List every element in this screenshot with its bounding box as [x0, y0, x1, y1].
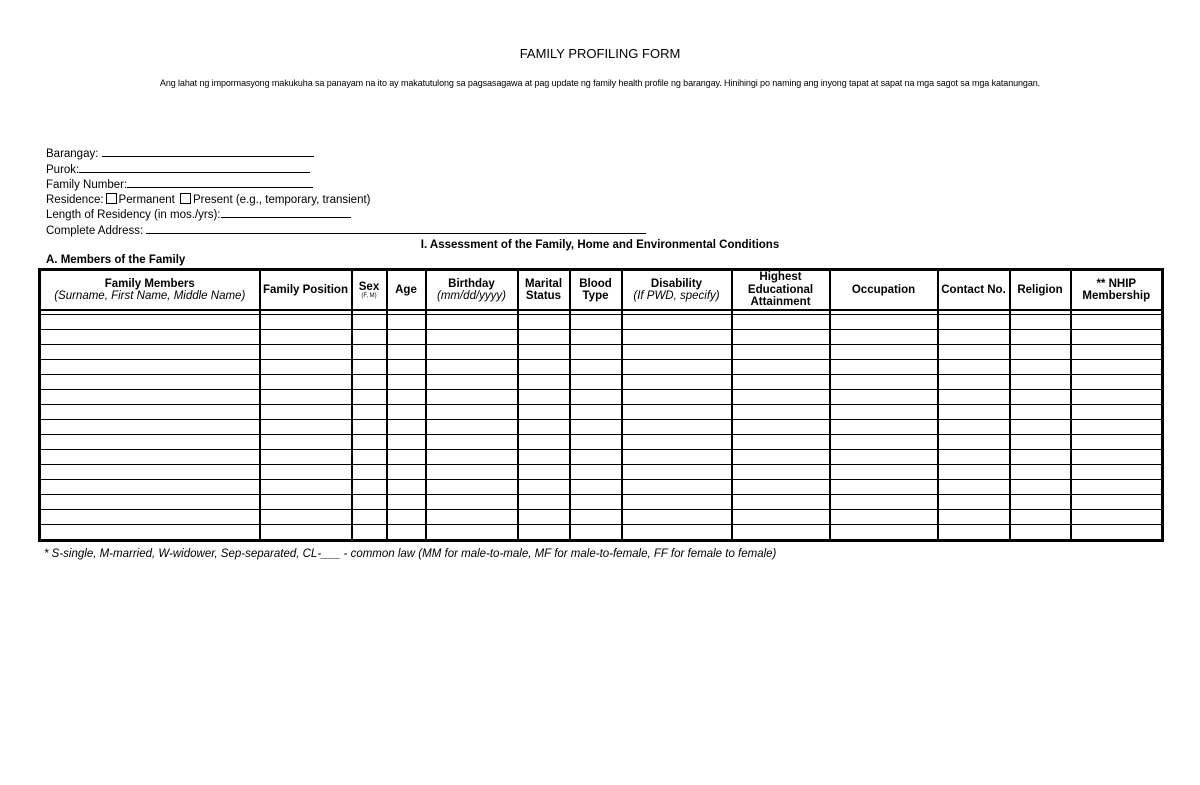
table-cell[interactable]	[938, 450, 1010, 465]
table-body	[40, 310, 1163, 541]
table-cell[interactable]	[260, 525, 352, 541]
table-cell[interactable]	[938, 390, 1010, 405]
table-cell[interactable]	[260, 510, 352, 525]
table-cell[interactable]	[938, 330, 1010, 345]
table-cell[interactable]	[732, 525, 830, 541]
table-cell[interactable]	[622, 435, 732, 450]
table-cell[interactable]	[1010, 465, 1071, 480]
table-cell[interactable]	[1010, 330, 1071, 345]
table-row	[40, 450, 1163, 465]
table-cell[interactable]	[1071, 420, 1163, 435]
length-of-residency-line[interactable]	[221, 207, 351, 218]
table-cell[interactable]	[40, 450, 260, 465]
table-cell[interactable]	[387, 525, 426, 541]
table-cell[interactable]	[260, 375, 352, 390]
table-cell[interactable]	[260, 345, 352, 360]
header-family-position: Family Position	[260, 270, 352, 311]
complete-address-line[interactable]	[146, 223, 646, 234]
table-cell[interactable]	[387, 450, 426, 465]
table-cell[interactable]	[387, 465, 426, 480]
table-cell[interactable]	[1071, 375, 1163, 390]
table-cell[interactable]	[518, 405, 570, 420]
complete-address-label: Complete Address:	[46, 224, 144, 237]
permanent-label: Permanent	[118, 193, 175, 206]
table-row	[40, 315, 1163, 330]
table-row	[40, 435, 1163, 450]
table-cell[interactable]	[830, 495, 938, 510]
table-cell[interactable]	[426, 495, 518, 510]
table-row	[40, 405, 1163, 420]
table-cell[interactable]	[1071, 495, 1163, 510]
table-cell[interactable]	[830, 510, 938, 525]
table-cell[interactable]	[352, 525, 387, 541]
header-birthday: Birthday (mm/dd/yyyy)	[426, 270, 518, 311]
table-cell[interactable]	[40, 525, 260, 541]
table-cell[interactable]	[570, 375, 622, 390]
header-family-members: Family Members (Surname, First Name, Middle Name)	[40, 270, 260, 311]
table-cell[interactable]	[387, 330, 426, 345]
table-cell[interactable]	[622, 315, 732, 330]
table-cell[interactable]	[352, 450, 387, 465]
table-cell[interactable]	[387, 495, 426, 510]
table-cell[interactable]	[260, 405, 352, 420]
table-cell[interactable]	[518, 435, 570, 450]
table-row	[40, 360, 1163, 375]
table-row	[40, 420, 1163, 435]
table-cell[interactable]	[622, 375, 732, 390]
table-cell[interactable]	[260, 435, 352, 450]
table-cell[interactable]	[352, 465, 387, 480]
table-cell[interactable]	[570, 315, 622, 330]
table-cell[interactable]	[732, 375, 830, 390]
table-cell[interactable]	[732, 510, 830, 525]
table-row	[40, 390, 1163, 405]
table-cell[interactable]	[426, 480, 518, 495]
table-cell[interactable]	[570, 360, 622, 375]
table-cell[interactable]	[570, 525, 622, 541]
table-cell[interactable]	[570, 465, 622, 480]
table-cell[interactable]	[352, 360, 387, 375]
table-cell[interactable]	[352, 375, 387, 390]
table-cell[interactable]	[40, 345, 260, 360]
table-cell[interactable]	[622, 420, 732, 435]
table-cell[interactable]	[732, 480, 830, 495]
table-cell[interactable]	[938, 510, 1010, 525]
table-cell[interactable]	[570, 390, 622, 405]
table-cell[interactable]	[622, 450, 732, 465]
table-cell[interactable]	[426, 465, 518, 480]
header-disability: Disability (If PWD, specify)	[622, 270, 732, 311]
table-cell[interactable]	[1010, 420, 1071, 435]
table-cell[interactable]	[1010, 345, 1071, 360]
table-cell[interactable]	[1010, 405, 1071, 420]
table-cell[interactable]	[732, 465, 830, 480]
table-cell[interactable]	[1071, 390, 1163, 405]
table-cell[interactable]	[732, 420, 830, 435]
present-checkbox[interactable]	[180, 193, 191, 204]
table-cell[interactable]	[352, 345, 387, 360]
form-title: FAMILY PROFILING FORM	[519, 46, 681, 61]
purok-label: Purok:	[46, 163, 80, 176]
table-cell[interactable]	[426, 390, 518, 405]
table-cell[interactable]	[518, 330, 570, 345]
table-cell[interactable]	[352, 390, 387, 405]
table-cell[interactable]	[352, 330, 387, 345]
table-cell[interactable]	[387, 420, 426, 435]
form-intro: Ang lahat ng impormasyong makukuha sa panayam na ito ay makatutulong sa pagsasagawa at pag update ng family health profile ng barangay. Hinihingi po naming ang inyong tapat at sapat na mga sagot sa mga katanungan.	[159, 78, 1041, 88]
table-cell[interactable]	[622, 390, 732, 405]
table-cell[interactable]	[1010, 480, 1071, 495]
table-row	[40, 465, 1163, 480]
table-cell[interactable]	[938, 360, 1010, 375]
length-of-residency-field	[46, 207, 646, 223]
table-cell[interactable]	[352, 480, 387, 495]
table-cell[interactable]	[732, 330, 830, 345]
table-cell[interactable]	[1010, 525, 1071, 541]
table-cell[interactable]	[830, 420, 938, 435]
table-cell[interactable]	[518, 360, 570, 375]
table-cell[interactable]	[260, 465, 352, 480]
table-cell[interactable]	[830, 315, 938, 330]
table-cell[interactable]	[938, 420, 1010, 435]
present-label: Present (e.g., temporary, transient)	[193, 193, 371, 206]
footnote: * S-single, M-married, W-widower, Sep-separated, CL-___ - common law (MM for male-to-male, MF for male-to-female, FF for female to female)	[44, 548, 777, 560]
table-cell[interactable]	[260, 420, 352, 435]
table-cell[interactable]	[352, 420, 387, 435]
table-cell[interactable]	[732, 405, 830, 420]
table-cell[interactable]	[40, 405, 260, 420]
barangay-label: Barangay:	[46, 148, 99, 160]
table-cell[interactable]	[830, 450, 938, 465]
profile-fields	[46, 146, 646, 239]
table-cell[interactable]	[938, 525, 1010, 541]
table-cell[interactable]	[40, 360, 260, 375]
header-nhip: ** NHIP Membership	[1071, 270, 1163, 311]
table-cell[interactable]	[938, 465, 1010, 480]
table-cell[interactable]	[40, 435, 260, 450]
table-row	[40, 495, 1163, 510]
table-cell[interactable]	[387, 480, 426, 495]
table-cell[interactable]	[387, 360, 426, 375]
section-subtitle: A. Members of the Family	[46, 254, 186, 266]
table-cell[interactable]	[830, 360, 938, 375]
table-cell[interactable]	[1071, 465, 1163, 480]
table-cell[interactable]	[732, 345, 830, 360]
table-cell[interactable]	[1071, 360, 1163, 375]
table-header-row	[40, 270, 1163, 311]
table-row	[40, 525, 1163, 541]
table-cell[interactable]	[1071, 510, 1163, 525]
table-cell[interactable]	[387, 435, 426, 450]
table-cell[interactable]	[622, 525, 732, 541]
table-cell[interactable]	[40, 375, 260, 390]
table-cell[interactable]	[622, 405, 732, 420]
table-cell[interactable]	[426, 510, 518, 525]
table-cell[interactable]	[622, 345, 732, 360]
header-sex: Sex (F, M)	[352, 270, 387, 311]
table-cell[interactable]	[938, 495, 1010, 510]
table-cell[interactable]	[426, 450, 518, 465]
table-cell[interactable]	[260, 360, 352, 375]
barangay-field	[46, 146, 646, 162]
table-cell[interactable]	[938, 315, 1010, 330]
table-cell[interactable]	[1071, 345, 1163, 360]
complete-address-field	[46, 223, 646, 239]
table-cell[interactable]	[426, 420, 518, 435]
table-cell[interactable]	[830, 465, 938, 480]
table-cell[interactable]	[260, 330, 352, 345]
table-cell[interactable]	[1071, 405, 1163, 420]
table-cell[interactable]	[40, 480, 260, 495]
table-cell[interactable]	[570, 330, 622, 345]
table-cell[interactable]	[830, 390, 938, 405]
section-title: I. Assessment of the Family, Home and Environmental Conditions	[420, 239, 780, 251]
table-row	[40, 480, 1163, 495]
header-blood-type: Blood Type	[570, 270, 622, 311]
table-cell[interactable]	[260, 390, 352, 405]
table-cell[interactable]	[40, 465, 260, 480]
table-cell[interactable]	[830, 330, 938, 345]
table-cell[interactable]	[1071, 330, 1163, 345]
table-cell[interactable]	[518, 465, 570, 480]
table-cell[interactable]	[732, 390, 830, 405]
barangay-line[interactable]	[102, 146, 314, 157]
table-cell[interactable]	[938, 405, 1010, 420]
table-cell[interactable]	[426, 360, 518, 375]
table-cell[interactable]	[387, 345, 426, 360]
table-cell[interactable]	[387, 405, 426, 420]
table-cell[interactable]	[732, 495, 830, 510]
header-religion: Religion	[1010, 270, 1071, 311]
table-cell[interactable]	[518, 345, 570, 360]
table-cell[interactable]	[570, 495, 622, 510]
table-cell[interactable]	[622, 480, 732, 495]
table-cell[interactable]	[260, 480, 352, 495]
purok-line[interactable]	[79, 162, 310, 173]
table-cell[interactable]	[426, 375, 518, 390]
family-number-label: Family Number:	[46, 179, 128, 192]
table-cell[interactable]	[1010, 450, 1071, 465]
table-cell[interactable]	[732, 435, 830, 450]
table-cell[interactable]	[1010, 435, 1071, 450]
table-cell[interactable]	[387, 510, 426, 525]
table-cell[interactable]	[1010, 360, 1071, 375]
table-cell[interactable]	[352, 435, 387, 450]
header-contact: Contact No.	[938, 270, 1010, 311]
table-cell[interactable]	[1010, 315, 1071, 330]
table-cell[interactable]	[1071, 435, 1163, 450]
table-cell[interactable]	[938, 375, 1010, 390]
table-cell[interactable]	[518, 420, 570, 435]
table-cell[interactable]	[830, 435, 938, 450]
table-cell[interactable]	[40, 495, 260, 510]
table-cell[interactable]	[570, 345, 622, 360]
table-cell[interactable]	[622, 510, 732, 525]
table-cell[interactable]	[352, 405, 387, 420]
table-cell[interactable]	[518, 480, 570, 495]
table-cell[interactable]	[732, 360, 830, 375]
table-cell[interactable]	[387, 390, 426, 405]
header-education: Highest Educational Attainment	[732, 270, 830, 311]
table-cell[interactable]	[1071, 480, 1163, 495]
table-cell[interactable]	[387, 375, 426, 390]
table-cell[interactable]	[40, 330, 260, 345]
table-cell[interactable]	[830, 345, 938, 360]
table-cell[interactable]	[352, 510, 387, 525]
table-row	[40, 330, 1163, 345]
table-cell[interactable]	[518, 450, 570, 465]
table-cell[interactable]	[830, 480, 938, 495]
table-cell[interactable]	[352, 315, 387, 330]
table-cell[interactable]	[622, 495, 732, 510]
header-occupation: Occupation	[830, 270, 938, 311]
table-cell[interactable]	[1010, 510, 1071, 525]
table-cell[interactable]	[570, 405, 622, 420]
table-cell[interactable]	[40, 315, 260, 330]
table-cell[interactable]	[570, 510, 622, 525]
table-cell[interactable]	[570, 420, 622, 435]
table-cell[interactable]	[352, 495, 387, 510]
table-cell[interactable]	[938, 435, 1010, 450]
family-number-line[interactable]	[127, 177, 313, 188]
table-cell[interactable]	[40, 420, 260, 435]
table-cell[interactable]	[518, 510, 570, 525]
table-cell[interactable]	[426, 345, 518, 360]
table-cell[interactable]	[1010, 495, 1071, 510]
table-cell[interactable]	[518, 390, 570, 405]
table-cell[interactable]	[938, 345, 1010, 360]
permanent-checkbox[interactable]	[106, 193, 117, 204]
table-cell[interactable]	[830, 405, 938, 420]
table-cell[interactable]	[570, 450, 622, 465]
purok-field	[46, 162, 646, 178]
table-cell[interactable]	[518, 315, 570, 330]
table-cell[interactable]	[40, 390, 260, 405]
table-cell[interactable]	[426, 435, 518, 450]
table-cell[interactable]	[260, 495, 352, 510]
header-marital-status: Marital Status	[518, 270, 570, 311]
table-cell[interactable]	[518, 495, 570, 510]
table-cell[interactable]	[1010, 375, 1071, 390]
table-cell[interactable]	[260, 315, 352, 330]
table-cell[interactable]	[570, 435, 622, 450]
table-cell[interactable]	[622, 330, 732, 345]
table-cell[interactable]	[40, 510, 260, 525]
table-cell[interactable]	[830, 525, 938, 541]
table-cell[interactable]	[1071, 525, 1163, 541]
residence-field	[46, 193, 646, 208]
table-cell[interactable]	[1071, 315, 1163, 330]
family-number-field	[46, 177, 646, 193]
table-cell[interactable]	[518, 525, 570, 541]
family-members-table	[38, 268, 1164, 542]
length-of-residency-label: Length of Residency (in mos./yrs):	[46, 209, 221, 222]
residence-label: Residence:	[46, 193, 104, 206]
table-cell[interactable]	[1010, 390, 1071, 405]
header-age: Age	[387, 270, 426, 311]
table-row	[40, 375, 1163, 390]
table-cell[interactable]	[938, 480, 1010, 495]
table-cell[interactable]	[570, 480, 622, 495]
table-cell[interactable]	[260, 450, 352, 465]
table-cell[interactable]	[426, 315, 518, 330]
table-cell[interactable]	[622, 360, 732, 375]
table-cell[interactable]	[387, 315, 426, 330]
table-cell[interactable]	[426, 330, 518, 345]
table-cell[interactable]	[732, 450, 830, 465]
table-cell[interactable]	[830, 375, 938, 390]
table-cell[interactable]	[426, 405, 518, 420]
table-row	[40, 345, 1163, 360]
table-cell[interactable]	[518, 375, 570, 390]
table-cell[interactable]	[732, 315, 830, 330]
table-row	[40, 510, 1163, 525]
table-cell[interactable]	[1071, 450, 1163, 465]
table-cell[interactable]	[622, 465, 732, 480]
table-cell[interactable]	[426, 525, 518, 541]
